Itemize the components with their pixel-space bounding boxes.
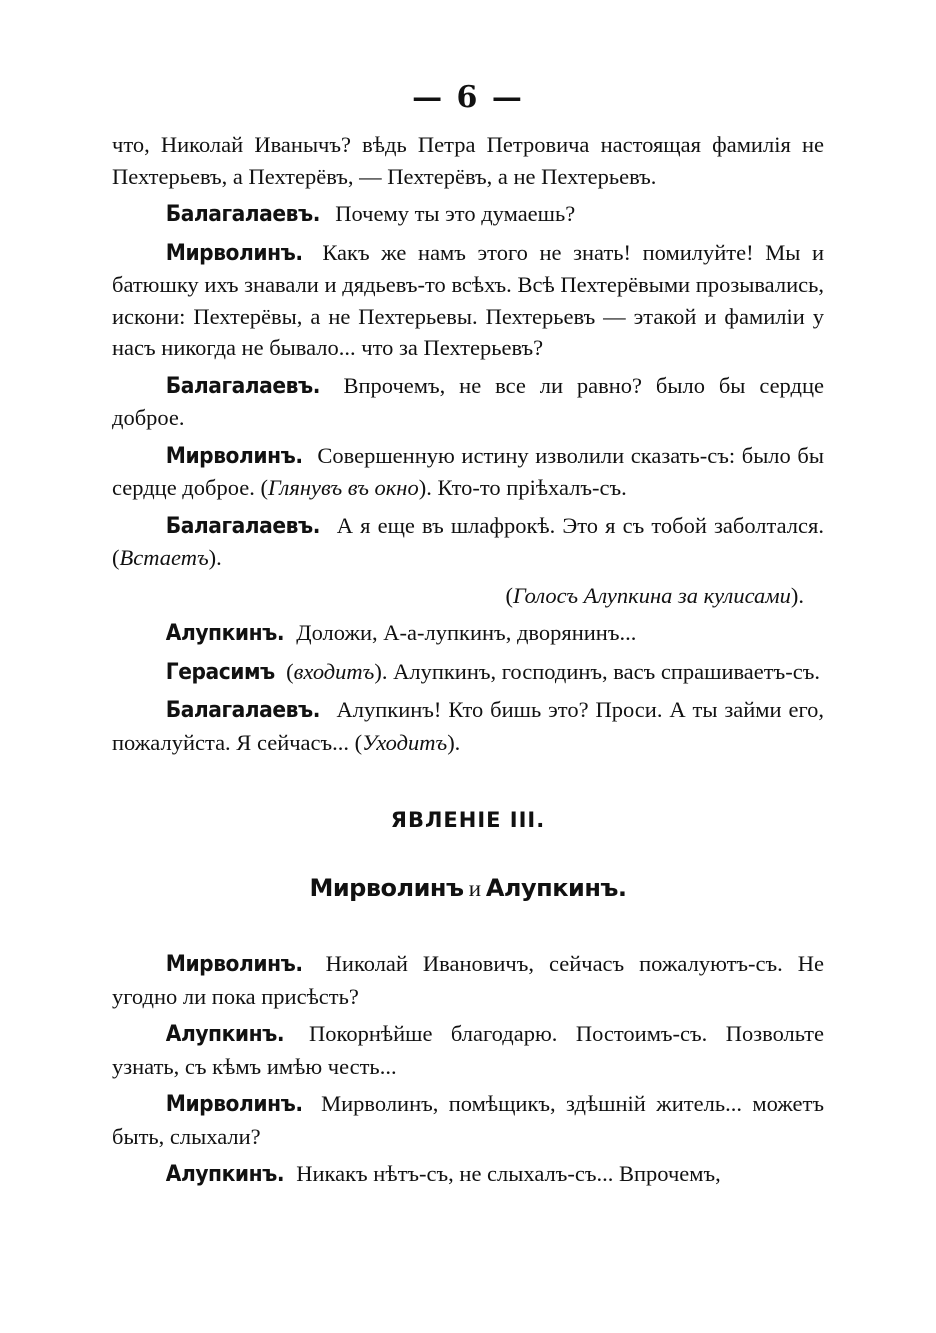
dialogue-line — [112, 198, 824, 231]
dialogue-line — [112, 370, 824, 434]
stage-direction: Встаетъ — [119, 545, 209, 570]
dialogue-text: Совершенную истину изволили сказать-съ: было бы сердце доброе. ( — [112, 442, 824, 500]
dialogue-text: ). — [208, 545, 222, 570]
stage-direction: Глянувъ въ окно — [267, 475, 419, 500]
dialogue-line — [112, 948, 824, 1012]
speaker-name: Мирволинъ. — [165, 240, 303, 266]
speaker-name: Герасимъ — [165, 659, 275, 685]
speaker-name: Мирволинъ. — [165, 1092, 303, 1117]
stage-direction: входитъ — [293, 658, 375, 684]
offstage-direction — [112, 580, 804, 612]
dialogue-line — [112, 440, 824, 504]
paragraph-text: что, Николай Иванычъ? вѣдь Петра Петровича настоящая фамилія не Пехтерьевъ, а Пехтерёвъ, — Пехтерёвъ, а не Пехтерьевъ. — [112, 132, 824, 189]
stage-direction: Голосъ Алупкина за кулисами — [513, 582, 791, 608]
dialogue-text: ). Алупкинъ, господинъ, васъ спрашиваетъ-съ. — [374, 658, 820, 684]
dialogue-line — [112, 1158, 824, 1191]
dialogue-text: ). Кто-то пріѣхалъ-съ. — [418, 475, 627, 500]
scene-character: Мирволинъ — [309, 874, 464, 902]
dialogue-text: Какъ же намъ этого не знать! помилуйте! Мы и батюшку ихъ знавали и дядьевъ-то всѣхъ. Всѣ Пехтерёвыми прозывались, искони: Пехтерёвы, а не Пехтерьевы. Пехтерьевъ — этакой и фамиліи у насъ никогда не бывало... что за Пехтерьевъ? — [112, 239, 824, 360]
speaker-name: Алупкинъ. — [165, 1022, 285, 1047]
dialogue-text: Никакъ нѣтъ-съ, не слыхалъ-съ... Впрочемъ, — [290, 1161, 721, 1186]
speaker-name: Алупкинъ. — [165, 1162, 285, 1187]
dialogue-text: Впрочемъ, не все ли равно? было бы сердце доброе. — [112, 372, 824, 430]
paragraph-continuation — [112, 129, 824, 192]
dialogue-text: Покорнѣйше благодарю. Постоимъ-съ. Позвольте узнать, съ кѣмъ имѣю честь... — [112, 1021, 824, 1079]
speaker-name: Балагалаевъ. — [165, 373, 320, 399]
book-page — [112, 80, 824, 1197]
dialogue-text: Почему ты это думаешь? — [329, 201, 576, 226]
dialogue-text: Мирволинъ, помѣщикъ, здѣшній житель... можетъ быть, слыхали? — [112, 1091, 824, 1149]
dialogue-line — [112, 237, 824, 364]
speaker-name: Балагалаевъ. — [165, 513, 320, 539]
page-number: — 6 — — [412, 80, 524, 115]
paren-close: ). — [790, 582, 804, 608]
speaker-name: Мирволинъ. — [165, 443, 303, 469]
scene-title: ЯВЛЕНІЕ III. — [390, 808, 546, 832]
dialogue-line — [112, 656, 824, 689]
dialogue-text: Алупкинъ! Кто бишь это? Проси. А ты займи его, пожалуйста. Я сейчасъ... ( — [112, 697, 824, 755]
dialogue-text: ( — [280, 658, 294, 684]
scene-characters — [112, 874, 824, 902]
dialogue-line — [112, 694, 824, 758]
scene-conjunction: и — [463, 876, 486, 901]
dialogue-text: А я еще въ шлафрокѣ. Это я съ тобой заболтался. ( — [112, 512, 824, 570]
stage-direction: Уходитъ — [362, 729, 448, 755]
paren-open: ( — [505, 582, 514, 608]
speaker-name: Мирволинъ. — [165, 952, 303, 977]
scene-character: Алупкинъ. — [485, 874, 627, 902]
dialogue-text: Николай Ивановичъ, сейчасъ пожалуютъ-съ. Не угодно ли пока присѣсть? — [112, 951, 824, 1009]
dialogue-text: Доложи, А-а-лупкинъ, дворянинъ... — [290, 620, 637, 645]
dialogue-line — [112, 1018, 824, 1082]
speaker-name: Алупкинъ. — [165, 621, 285, 646]
dialogue-text: ). — [447, 729, 461, 755]
dialogue-line — [112, 617, 824, 650]
dialogue-line — [112, 1088, 824, 1152]
speaker-name: Балагалаевъ. — [165, 202, 320, 227]
dialogue-line — [112, 510, 824, 574]
speaker-name: Балагалаевъ. — [165, 698, 320, 723]
